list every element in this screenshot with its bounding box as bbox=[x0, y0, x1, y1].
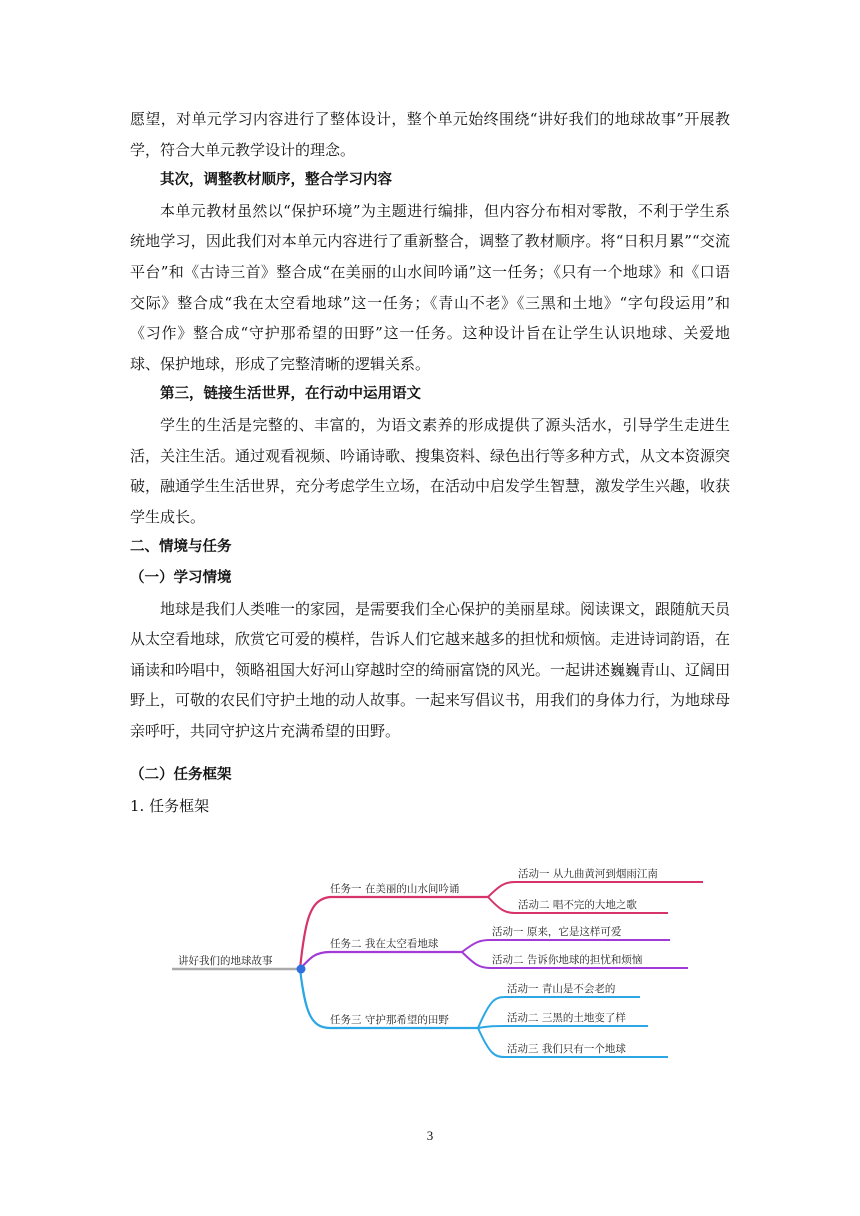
heading-third-point: 第三，链接生活世界，在行动中运用语文 bbox=[160, 386, 421, 403]
task3-label: 任务三 守护那希望的田野 bbox=[330, 1014, 449, 1026]
task2-branch bbox=[300, 952, 462, 969]
subheading-learning-situation: （一）学习情境 bbox=[130, 569, 232, 586]
task1-label: 任务一 在美丽的山水间吟诵 bbox=[330, 883, 460, 895]
task1-a1-branch bbox=[488, 882, 703, 897]
task2-a1-branch bbox=[462, 940, 670, 952]
task3-a2-branch bbox=[478, 1026, 648, 1028]
paragraph-third-point: 学生的生活是完整的、丰富的，为语文素养的形成提供了源头活水，引导学生走进生活，关注生活。通过观看视频、吟诵诗歌、搜集资料、绿色出行等多种方式，从文本资源突破，融通学生生活世界，充分考虑学生立场，在活动中启发学生智慧，激发学生兴趣，收获学生成长。 bbox=[130, 415, 731, 526]
heading-second-point: 其次，调整教材顺序，整合学习内容 bbox=[160, 172, 392, 189]
task1-branch bbox=[300, 897, 488, 969]
paragraph-second-point: 本单元教材虽然以“保护环境”为主题进行编排，但内容分布相对零散，不利于学生系统地学习，因此我们对本单元内容进行了重新整合，调整了教材顺序。将“日积月累”“交流平台”和《古诗三首》整合成“在美丽的山水间吟诵”这一任务；《只有一个地球》和《口语交际》整合成“我在太空看地球”这一任务；《青山不老》《三黑和土地》“字句段运用”和《习作》整合成“守护那希望的田野”这一任务。这种设计旨在让学生认识地球、关爱地球、保护地球，形成了完整清晰的逻辑关系。 bbox=[130, 201, 730, 373]
task3-a2-label: 活动二 三黑的土地变了样 bbox=[507, 1012, 626, 1024]
task1-a2-label: 活动二 唱不完的大地之歌 bbox=[518, 899, 637, 911]
page-number: 3 bbox=[426, 1128, 434, 1143]
task3-a1-label: 活动一 青山是不会老的 bbox=[507, 983, 616, 995]
paragraph-continued: 愿望，对单元学习内容进行了整体设计，整个单元始终围绕“讲好我们的地球故事”开展教学，符合大单元教学设计的理念。 bbox=[130, 110, 730, 159]
task2-a1-label: 活动一 原来，它是这样可爱 bbox=[492, 926, 622, 938]
subheading-task-framework: （二）任务框架 bbox=[130, 767, 232, 784]
root-node-dot bbox=[297, 965, 306, 974]
paragraph-learning-situation: 地球是我们人类唯一的家园，是需要我们全心保护的美丽星球。阅读课文，跟随航天员从太空看地球，欣赏它可爱的模样，告诉人们它越来越多的担忧和烦恼。走进诗词韵语，在诵读和吟唱中，领略祖国大好河山穿越时空的绮丽富饶的风光。一起讲述巍巍青山、辽阔田野上，可敬的农民们守护土地的动人故事。一起来写倡议书，用我们的身体力行，为地球母亲呼吁，共同守护这片充满希望的田野。 bbox=[130, 599, 731, 740]
task1-a1-label: 活动一 从九曲黄河到烟雨江南 bbox=[518, 868, 658, 880]
section-heading-situation-task: 二、情境与任务 bbox=[130, 539, 232, 556]
list-item-task-framework: 1. 任务框架 bbox=[130, 797, 210, 816]
task3-a3-label: 活动三 我们只有一个地球 bbox=[507, 1043, 626, 1055]
task2-a2-label: 活动二 告诉你地球的担忧和烦恼 bbox=[492, 954, 643, 966]
root-label: 讲好我们的地球故事 bbox=[178, 955, 273, 967]
task2-label: 任务二 我在太空看地球 bbox=[330, 938, 439, 950]
